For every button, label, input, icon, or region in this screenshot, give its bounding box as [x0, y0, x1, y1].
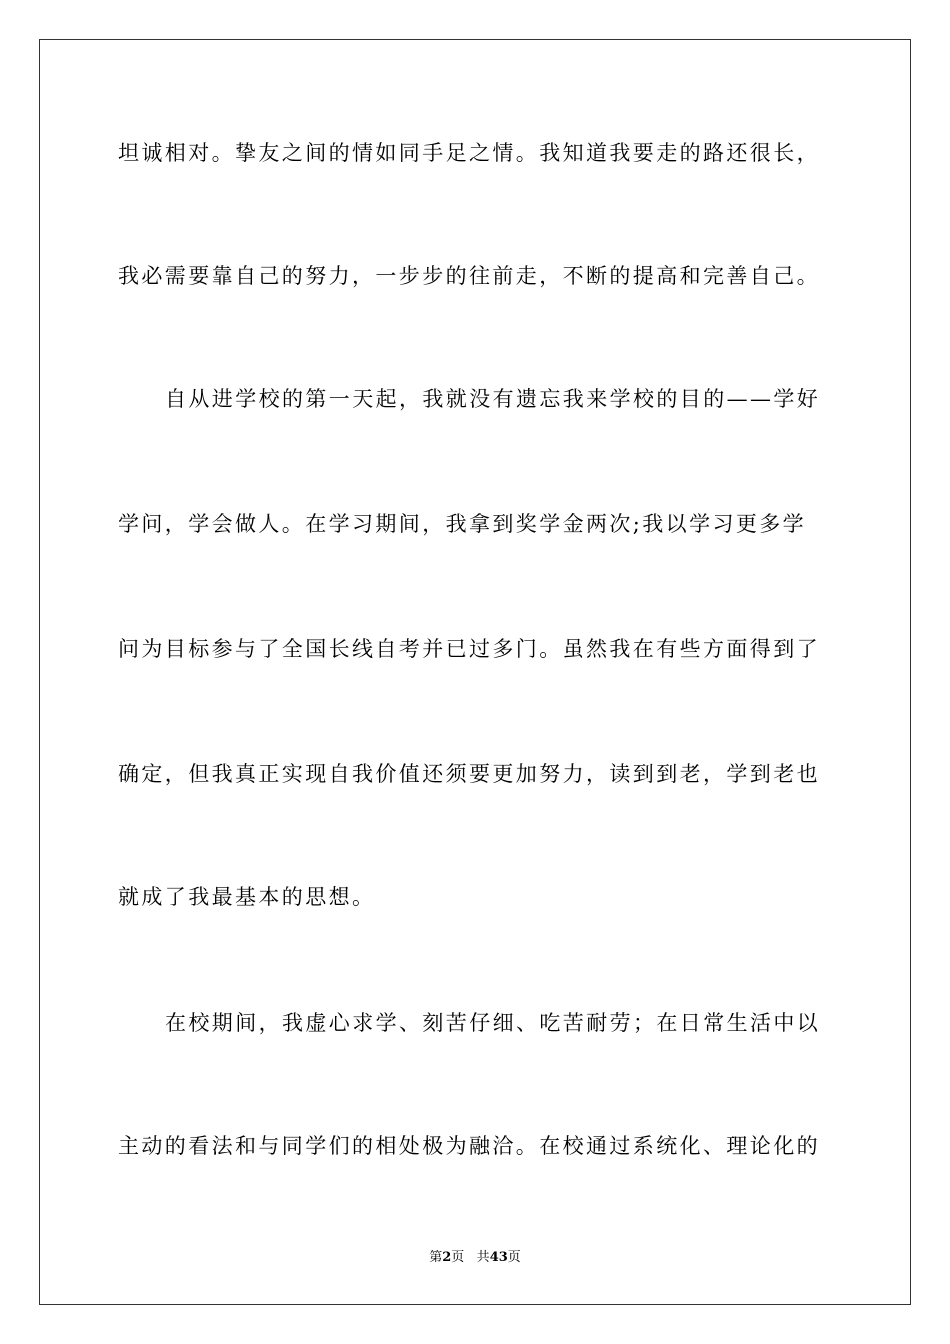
page-prefix: 第 — [429, 1250, 443, 1265]
text-line-8: 在校期间，我虚心求学、刻苦仔细、吃苦耐劳；在日常生活中以 — [165, 1011, 821, 1035]
total-prefix: 共 — [476, 1250, 490, 1265]
text-line-1: 坦诚相对。挚友之间的情如同手足之情。我知道我要走的路还很长， — [118, 141, 820, 165]
text-line-6: 确定，但我真正实现自我价值还须要更加努力，读到到老，学到老也 — [118, 762, 820, 786]
text-line-9: 主动的看法和与同学们的相处极为融洽。在校通过系统化、理论化的 — [118, 1134, 820, 1158]
text-line-3: 自从进学校的第一天起，我就没有遗忘我来学校的目的——学好 — [165, 387, 821, 411]
text-line-4: 学问，学会做人。在学习期间，我拿到奖学金两次;我以学习更多学 — [118, 512, 807, 536]
page-number: 2 — [442, 1250, 452, 1265]
text-line-2: 我必需要靠自己的努力，一步步的往前走，不断的提高和完善自己。 — [118, 264, 820, 288]
total-suffix: 页 — [507, 1250, 521, 1265]
text-line-5: 问为目标参与了全国长线自考并已过多门。虽然我在有些方面得到了 — [118, 637, 820, 661]
total-pages: 43 — [489, 1250, 508, 1265]
page-footer — [0, 1249, 950, 1267]
page-border — [39, 39, 911, 1305]
page-suffix: 页 — [451, 1250, 465, 1265]
text-line-7: 就成了我最基本的思想。 — [118, 885, 376, 909]
